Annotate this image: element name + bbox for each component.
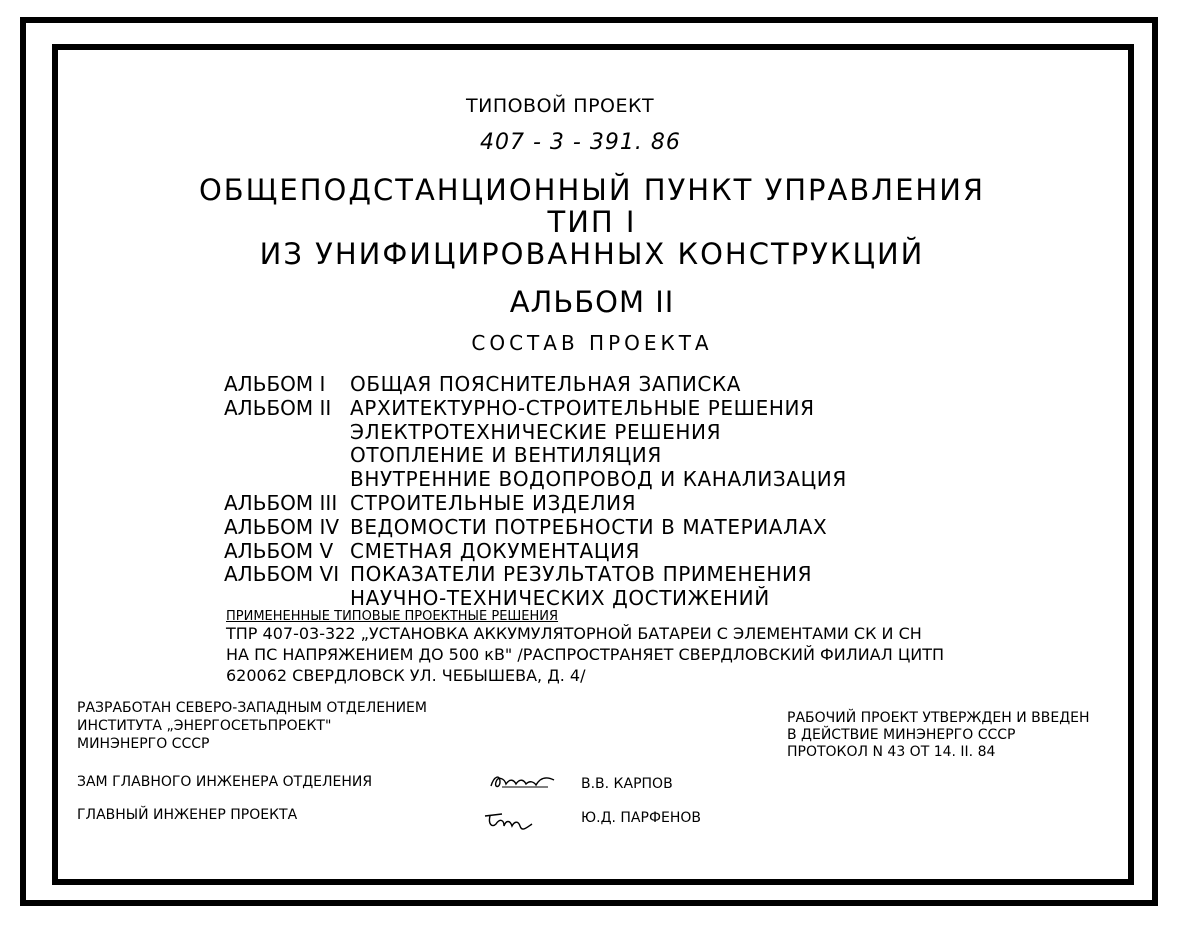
title-line-2: ТИП I	[547, 205, 637, 239]
developer-line-3: МИНЭНЕРГО СССР	[77, 736, 210, 752]
album-description-line: ОТОПЛЕНИЕ И ВЕНТИЛЯЦИЯ	[350, 443, 662, 467]
handwritten-signature-karpov	[488, 768, 558, 794]
title-line-1: ОБЩЕПОДСТАНЦИОННЫЙ ПУНКТ УПРАВЛЕНИЯ	[198, 173, 986, 207]
album-label: АЛЬБОМ V	[224, 539, 334, 563]
signature-name-1: В.В. КАРПОВ	[581, 776, 673, 792]
applied-line-2: НА ПС НАПРЯЖЕНИЕМ ДО 500 кВ" /РАСПРОСТРАНЯЕТ СВЕРДЛОВСКИЙ ФИЛИАЛ ЦИТП	[226, 645, 945, 664]
album-description-line: ВНУТРЕННИЕ ВОДОПРОВОД И КАНАЛИЗАЦИЯ	[350, 467, 847, 491]
album-description-line: АРХИТЕКТУРНО-СТРОИТЕЛЬНЫЕ РЕШЕНИЯ	[350, 396, 815, 420]
album-label: АЛЬБОМ II	[224, 396, 332, 420]
title-line-3: ИЗ УНИФИЦИРОВАННЫХ КОНСТРУКЦИЙ	[259, 237, 925, 271]
album-label: АЛЬБОМ I	[224, 372, 326, 396]
signature-name-2: Ю.Д. ПАРФЕНОВ	[581, 810, 701, 826]
project-code: 407 - 3 - 391. 86	[480, 130, 681, 155]
approval-line-2: В ДЕЙСТВИЕ МИНЭНЕРГО СССР	[787, 727, 1016, 743]
signature-role-2: ГЛАВНЫЙ ИНЖЕНЕР ПРОЕКТА	[77, 807, 298, 823]
signature-role-1: ЗАМ ГЛАВНОГО ИНЖЕНЕРА ОТДЕЛЕНИЯ	[77, 774, 373, 790]
approval-line-3: ПРОТОКОЛ N 43 ОТ 14. II. 84	[787, 744, 996, 760]
album-description-line: ПОКАЗАТЕЛИ РЕЗУЛЬТАТОВ ПРИМЕНЕНИЯ	[350, 562, 813, 586]
developer-line-2: ИНСТИТУТА „ЭНЕРГОСЕТЬПРОЕКТ"	[77, 718, 332, 734]
applied-heading: ПРИМЕНЕННЫЕ ТИПОВЫЕ ПРОЕКТНЫЕ РЕШЕНИЯ	[226, 609, 559, 624]
album-description-line: ЭЛЕКТРОТЕХНИЧЕСКИЕ РЕШЕНИЯ	[350, 420, 722, 444]
album-label: АЛЬБОМ III	[224, 491, 338, 515]
album-description-line: СМЕТНАЯ ДОКУМЕНТАЦИЯ	[350, 539, 641, 563]
album-description-line: НАУЧНО-ТЕХНИЧЕСКИХ ДОСТИЖЕНИЙ	[350, 586, 770, 610]
album-description-line: СТРОИТЕЛЬНЫЕ ИЗДЕЛИЯ	[350, 491, 637, 515]
album-heading: АЛЬБОМ II	[509, 285, 675, 319]
album-description-line: ОБЩАЯ ПОЯСНИТЕЛЬНАЯ ЗАПИСКА	[350, 372, 742, 396]
album-label: АЛЬБОМ VI	[224, 562, 340, 586]
developer-line-1: РАЗРАБОТАН СЕВЕРО-ЗАПАДНЫМ ОТДЕЛЕНИЕМ	[77, 700, 427, 716]
typovoy-proekt-label: ТИПОВОЙ ПРОЕКТ	[466, 95, 655, 117]
sostav-heading: СОСТАВ ПРОЕКТА	[471, 331, 713, 355]
handwritten-signature-parfenov	[482, 806, 542, 836]
applied-line-1: ТПР 407-03-322 „УСТАНОВКА АККУМУЛЯТОРНОЙ БАТАРЕИ С ЭЛЕМЕНТАМИ СК И СН	[226, 624, 922, 643]
applied-line-3: 620062 СВЕРДЛОВСК УЛ. ЧЕБЫШЕВА, Д. 4/	[226, 666, 586, 685]
approval-line-1: РАБОЧИЙ ПРОЕКТ УТВЕРЖДЕН И ВВЕДЕН	[787, 710, 1090, 726]
album-description-line: ВЕДОМОСТИ ПОТРЕБНОСТИ В МАТЕРИАЛАХ	[350, 515, 828, 539]
album-label: АЛЬБОМ IV	[224, 515, 340, 539]
